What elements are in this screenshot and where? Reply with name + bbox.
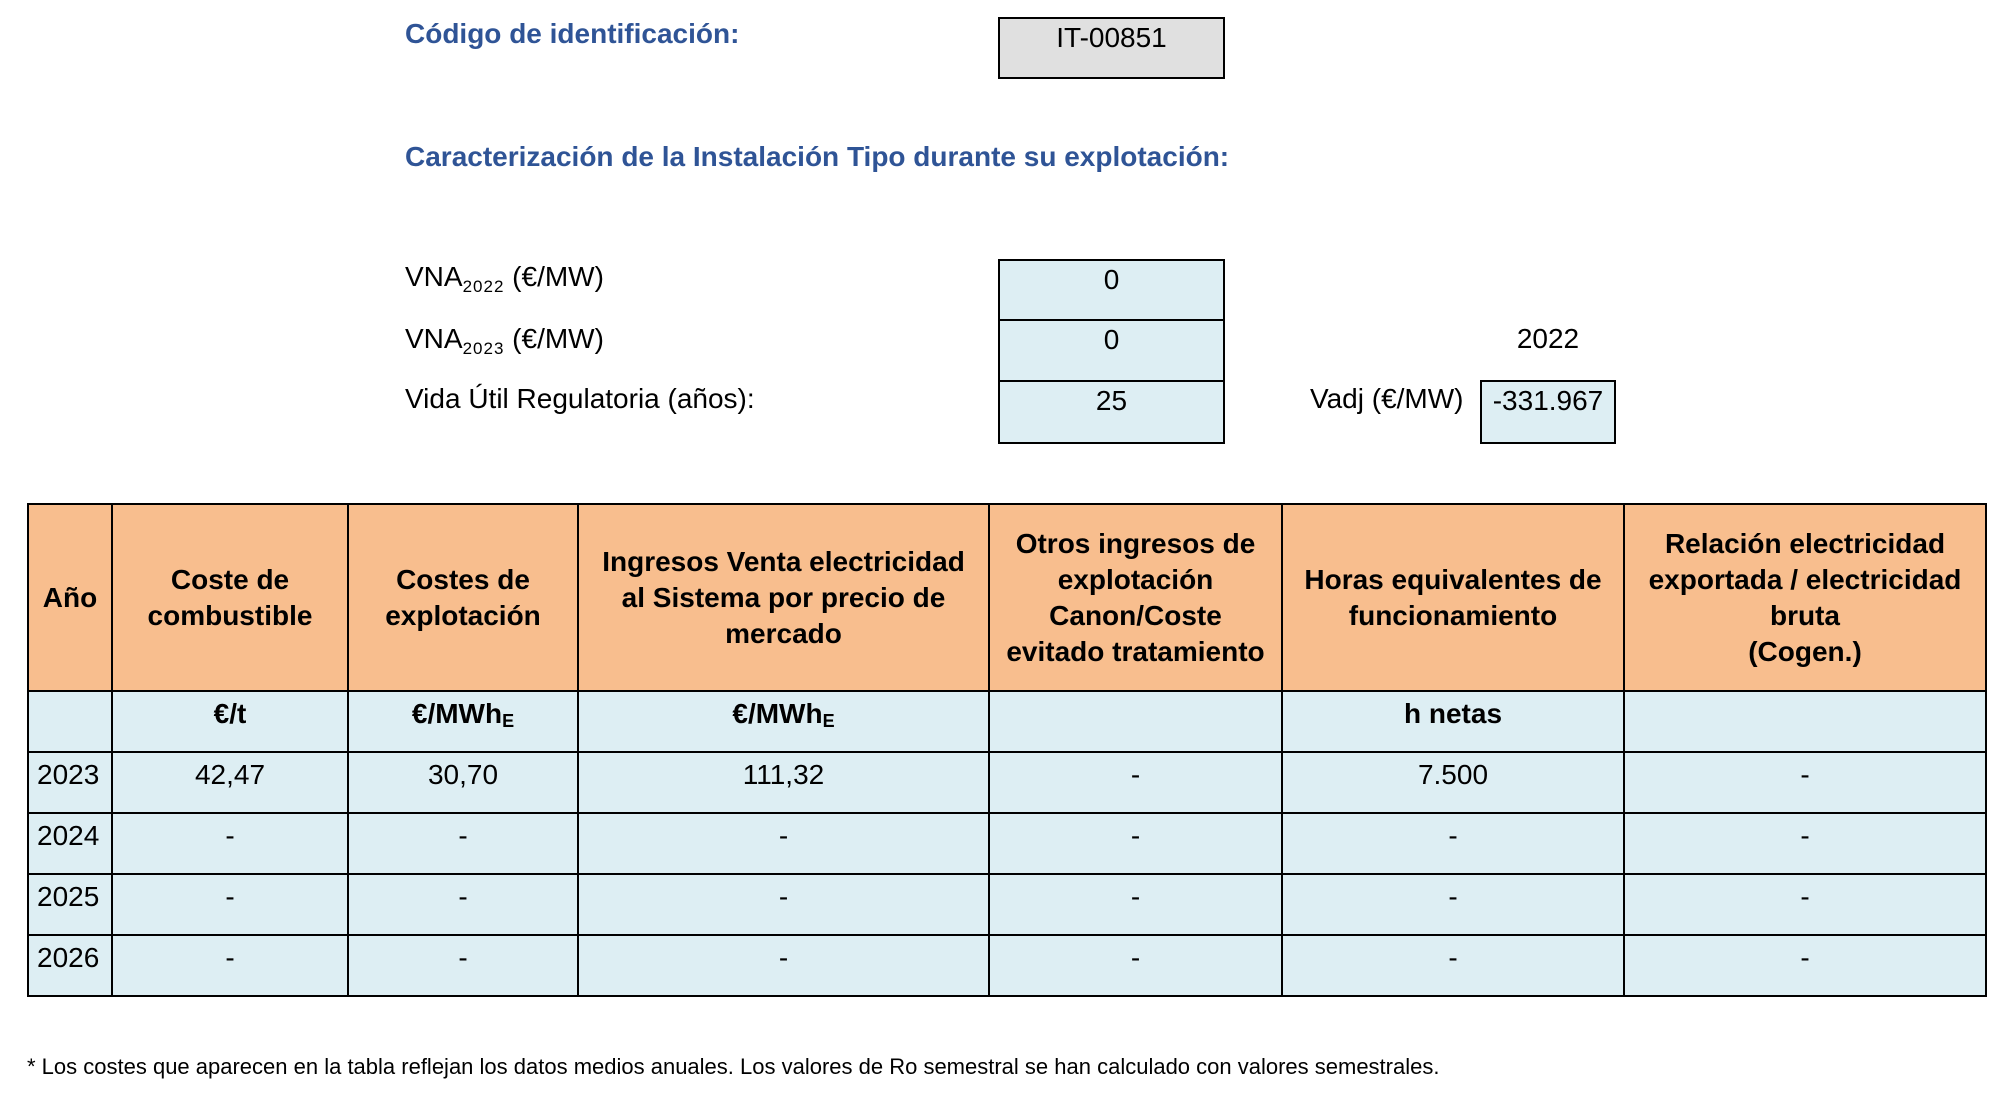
footnote: * Los costes que aparecen en la tabla reflejan los datos medios anuales. Los valores de Ro semestral se han calculado con valores semestrales.	[27, 1054, 1440, 1079]
vadj-value-cell: -331.967	[1480, 380, 1616, 444]
reference-year: 2022	[1516, 323, 1580, 354]
unit-cell	[578, 691, 989, 752]
column-header: Costes de explotación	[348, 504, 578, 691]
unit-subscript: E	[502, 711, 515, 731]
value-cell: -	[1282, 874, 1624, 935]
value-cell: 42,47	[112, 752, 348, 813]
table-row	[28, 935, 1986, 996]
value-cell: -	[578, 813, 989, 874]
code-label: Código de identificación:	[405, 18, 740, 49]
column-header: Relación electricidad exportada / electricidad bruta (Cogen.)	[1624, 504, 1986, 691]
column-header: Horas equivalentes de funcionamiento	[1282, 504, 1624, 691]
year-cell: 2026	[28, 935, 112, 996]
vida-util-value-cell: 25	[998, 380, 1225, 444]
unit-cell	[348, 691, 578, 752]
unit-cell	[1624, 691, 1986, 752]
year-cell: 2024	[28, 813, 112, 874]
value-cell: -	[348, 874, 578, 935]
units-row	[28, 691, 1986, 752]
value-cell: -	[989, 874, 1282, 935]
unit-text: h netas	[1403, 698, 1503, 729]
vna2022-value-cell: 0	[998, 259, 1225, 321]
unit-text: €/MWh	[732, 698, 823, 729]
vna2022-label: $VNA_{2022}$ (€/MW)	[405, 261, 604, 296]
value-cell: -	[348, 935, 578, 996]
table-body	[28, 504, 1986, 996]
column-header: Otros ingresos de explotación Canon/Coste evitado tratamiento	[989, 504, 1282, 691]
value-cell: -	[989, 752, 1282, 813]
header-row	[28, 504, 1986, 691]
value-cell: -	[1282, 935, 1624, 996]
value-cell: -	[989, 813, 1282, 874]
value-cell: -	[1624, 813, 1986, 874]
year-cell: 2025	[28, 874, 112, 935]
unit-cell	[28, 691, 112, 752]
table-row	[28, 874, 1986, 935]
table-row	[28, 813, 1986, 874]
unit-text: €/MWh	[411, 698, 503, 729]
value-cell: -	[1282, 813, 1624, 874]
value-cell: -	[578, 935, 989, 996]
value-cell: -	[112, 874, 348, 935]
year-cell: 2023	[28, 752, 112, 813]
code-value-cell: IT-00851	[998, 17, 1225, 79]
value-cell: -	[578, 874, 989, 935]
vida-util-label: Vida Útil Regulatoria (años):	[405, 383, 755, 414]
value-cell: -	[112, 813, 348, 874]
value-cell: -	[1624, 935, 1986, 996]
unit-subscript: E	[822, 711, 835, 731]
value-cell: -	[989, 935, 1282, 996]
table-row	[28, 752, 1986, 813]
vna2023-label: $VNA_{2023}$ (€/MW)	[405, 323, 604, 358]
unit-cell	[1282, 691, 1624, 752]
value-cell: -	[112, 935, 348, 996]
section-title: Caracterización de la Instalación Tipo durante su explotación:	[405, 141, 1230, 172]
column-header: Año	[28, 504, 112, 691]
value-cell: -	[1624, 752, 1986, 813]
value-cell: 7.500	[1282, 752, 1624, 813]
vadj-label: Vadj (€/MW)	[1310, 383, 1464, 414]
value-cell: -	[1624, 874, 1986, 935]
unit-text: €/t	[213, 698, 247, 729]
vna2023-value-cell: 0	[998, 319, 1225, 382]
value-cell: 111,32	[578, 752, 989, 813]
unit-cell	[112, 691, 348, 752]
unit-cell	[989, 691, 1282, 752]
column-header: Ingresos Venta electricidad al Sistema por precio de mercado	[578, 504, 989, 691]
value-cell: -	[348, 813, 578, 874]
column-header: Coste de combustible	[112, 504, 348, 691]
explotacion-table	[27, 503, 1987, 997]
value-cell: 30,70	[348, 752, 578, 813]
